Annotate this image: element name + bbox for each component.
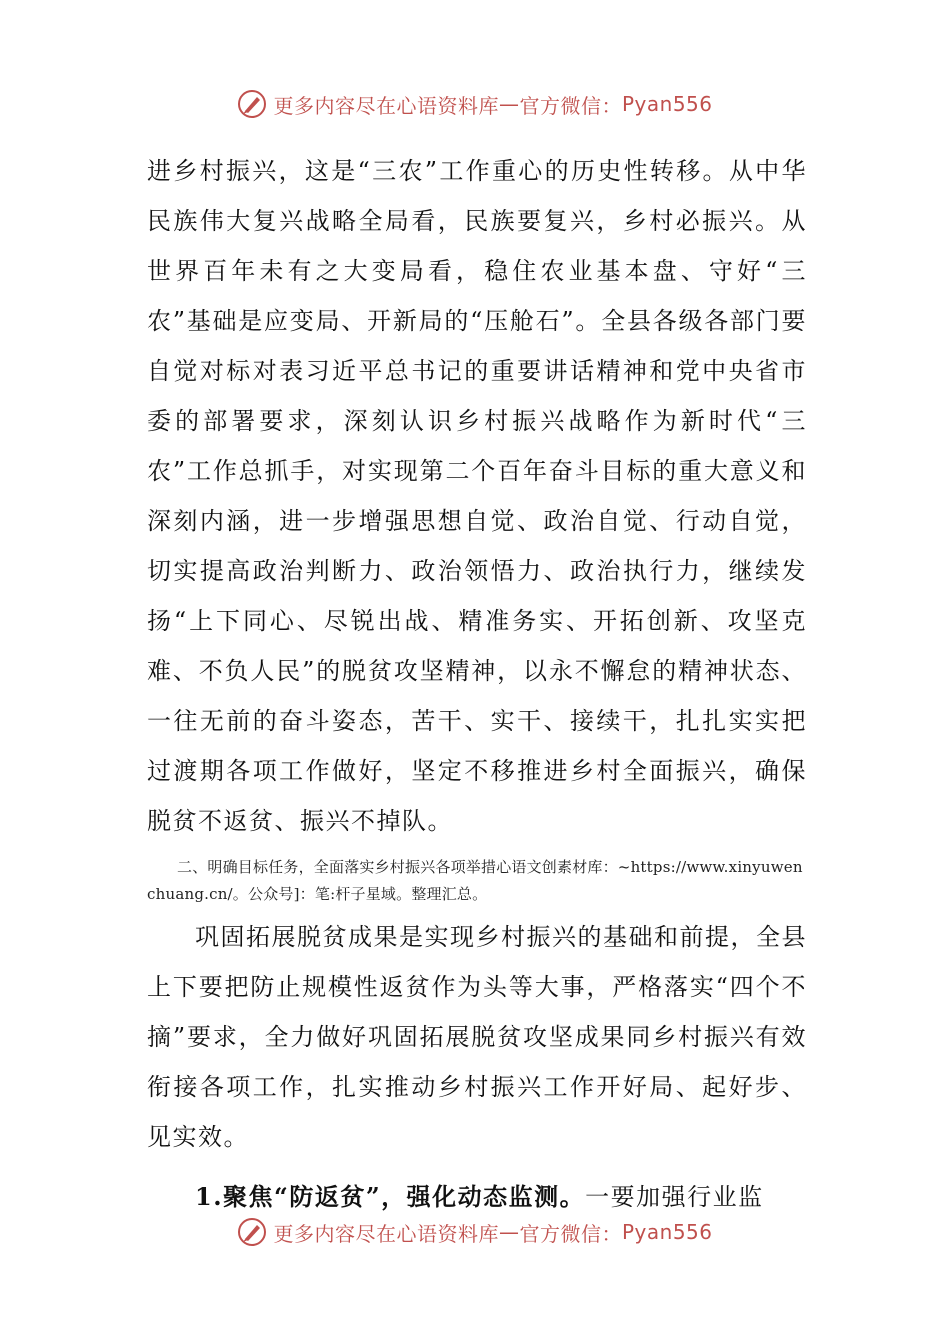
pen-logo-icon — [237, 89, 267, 119]
pen-logo-icon — [237, 1217, 267, 1247]
banner-separator: — — [498, 92, 520, 116]
paragraph-1: 进乡村振兴，这是“三农”工作重心的历史性转移。从中华民族伟大复兴战略全局看，民族要复兴，乡村必振兴。从世界百年未有之大变局看，稳住农业基本盘、守好“三农”基础是应变局、开新局的“压舱石”。全县各级各部门要自觉对标对表习近平总书记的重要讲话精神和党中央省市委的部署要求，深刻认识乡村振兴战略作为新时代“三农”工作总抓手，对实现第二个百年奋斗目标的重大意义和深刻内涵，进一步增强思想自觉、政治自觉、行动自觉，切实提高政治判断力、政治领悟力、政治执行力，继续发扬“上下同心、尽锐出战、精准务实、开拓创新、攻坚克难、不负人民”的脱贫攻坚精神，以永不懈怠的精神状态、一往无前的奋斗姿态，苦干、实干、接续干，扎扎实实把过渡期各项工作做好，坚定不移推进乡村全面振兴，确保脱贫不返贫、振兴不掉队。 — [147, 157, 807, 835]
banner-wechat-id: Pyan556 — [621, 92, 713, 116]
paragraph-2: 巩固拓展脱贫成果是实现乡村振兴的基础和前提，全县上下要把防止规模性返贫作为头等大事，严格落实“四个不摘”要求，全力做好巩固拓展脱贫攻坚成果同乡村振兴有效衔接各项工作，扎实推动乡村振兴工作开好局、起好步、见实效。 — [147, 923, 807, 1151]
banner-site-text: 更多内容尽在心语资料库 — [273, 93, 499, 118]
header-banner — [0, 84, 950, 124]
footer-banner — [0, 1212, 950, 1252]
banner-wechat-label: 官方微信： — [519, 1221, 622, 1246]
banner-separator: — — [498, 1220, 520, 1244]
banner-wechat-id: Pyan556 — [621, 1220, 713, 1244]
item-1-text: 一要加强行业监 — [585, 1183, 764, 1211]
banner-wechat-label: 官方微信： — [519, 93, 622, 118]
document-body — [147, 146, 807, 1222]
section-heading-2: 二、明确目标任务，全面落实乡村振兴各项举措心语文创素材库：~https://www.xinyuwenchuang.cn/。公众号]：笔:杆子星域。整理汇总。 — [147, 858, 803, 903]
banner-site-text: 更多内容尽在心语资料库 — [273, 1221, 499, 1246]
item-1-heading: 1.聚焦“防返贫”，强化动态监测。 — [195, 1182, 586, 1211]
